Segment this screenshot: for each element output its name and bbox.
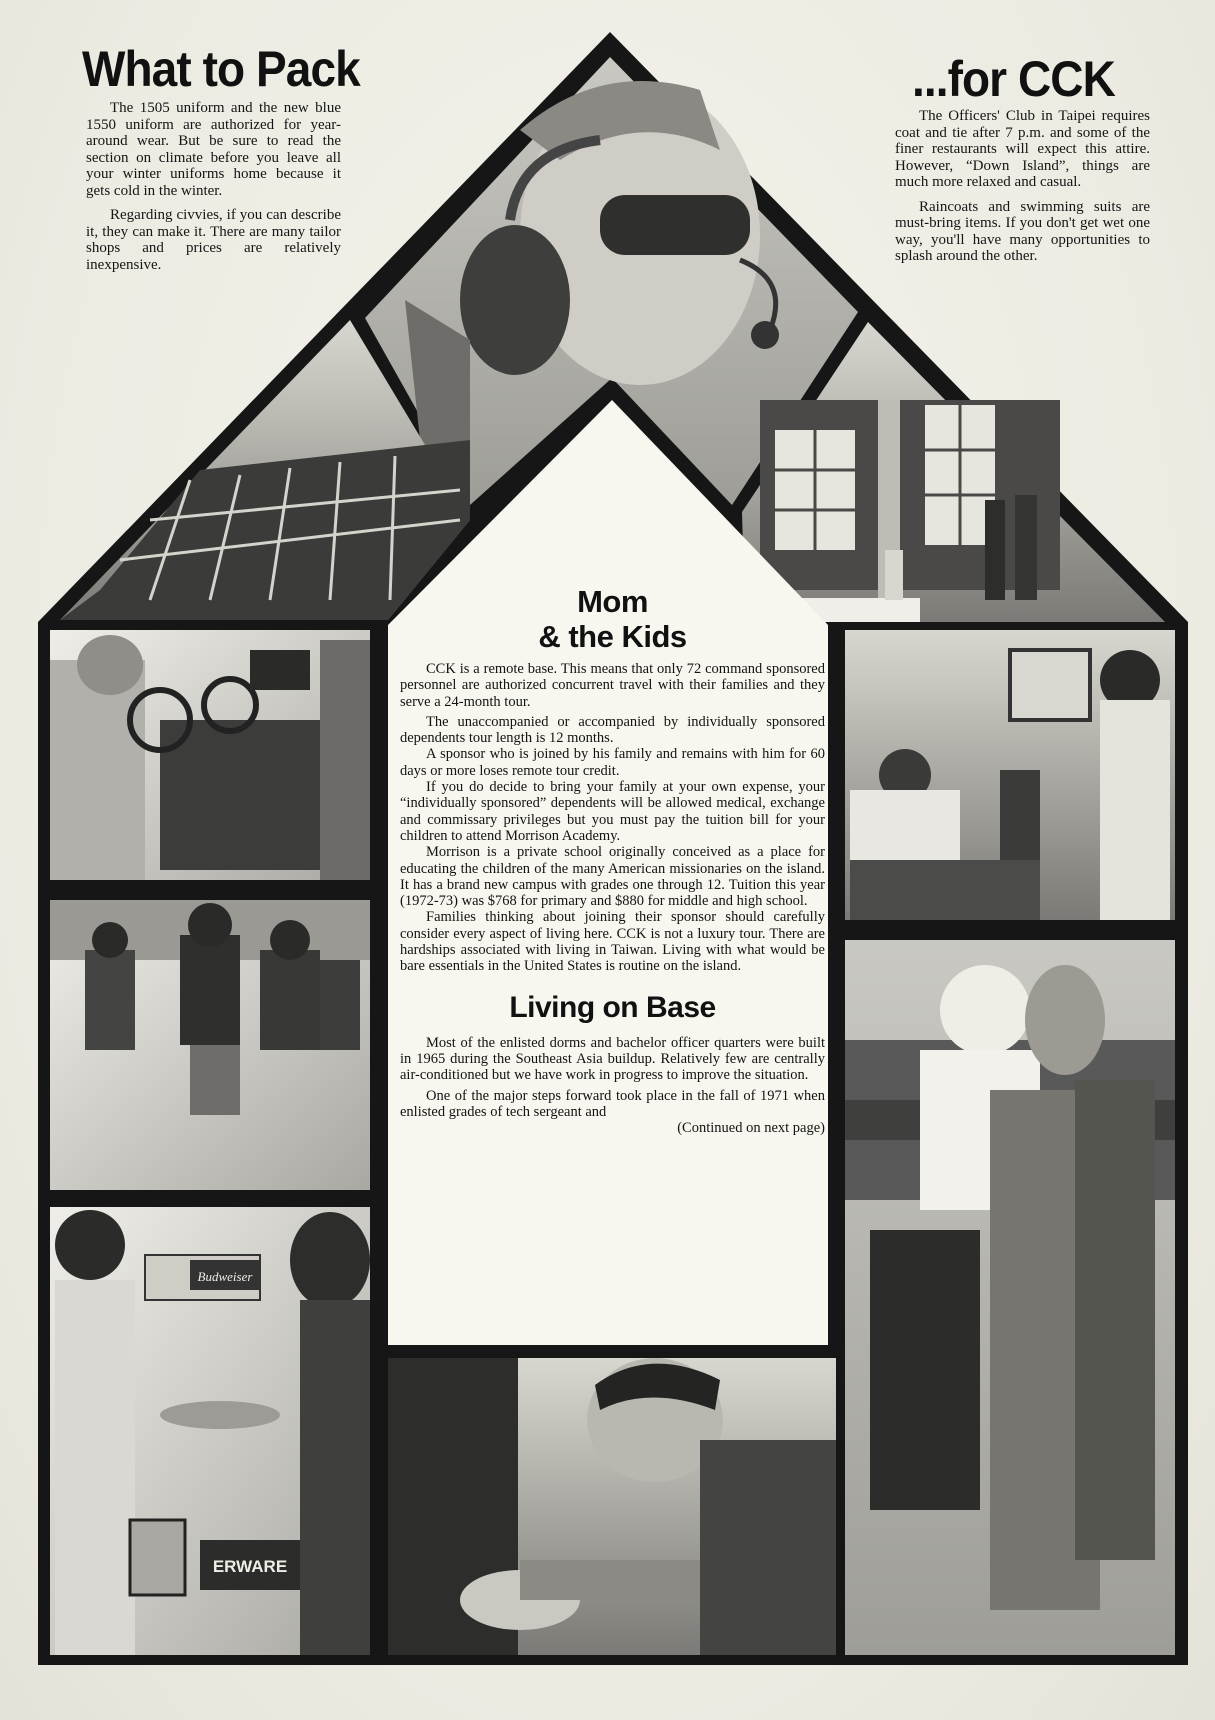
for-cck-headline: ...for CCK: [912, 51, 1115, 107]
equipment-airmen-photo: [845, 630, 1175, 920]
continued-note: (Continued on next page): [677, 1120, 825, 1137]
family-embrace-photo: [845, 940, 1175, 1655]
mom-kids-title-line1: Mom: [577, 584, 648, 619]
schoolgirls-photo: [50, 900, 370, 1190]
pack-paragraph-2: Regarding civvies, if you can describe it, they can make it. There are many tailor shops and prices are relatively inexpensive.: [86, 207, 341, 273]
mom-paragraph-4: If you do decide to bring your family at your own expense, your “individually sponsored” dependents will be allowed medical, exchange and commissary privileges but you must pay the tuition bill for your children to attend Morrison Academy.: [400, 779, 825, 844]
mom-paragraph-2: The unaccompanied or accompanied by individually sponsored dependents tour length is 12 months.: [400, 713, 825, 747]
pack-paragraph-1: The 1505 uniform and the new blue 1550 uniform are authorized for year-around wear. But be sure to read the section on climate before you leave all your winter uniforms home because it gets cold in the winter.: [86, 100, 341, 199]
living-on-base-title: Living on Base: [509, 990, 716, 1024]
airman-closeup-photo: [388, 1358, 836, 1655]
center-article: [400, 585, 825, 1136]
mom-paragraph-5: Morrison is a private school originally conceived as a place for educating the children of the many American missionaries on the island. It has a brand new campus with grades one through 12. Tuition this year (1972-73) was $768 for primary and $880 for middle and high school.: [400, 844, 825, 910]
mom-paragraph-6: Families thinking about joining their sponsor should carefully consider every aspect of living here. CCK is not a luxury tour. There are hardships associated with living in Taiwan. Living with what would be bare essentials in the United States is routine on the island.: [400, 909, 825, 975]
living-paragraph-1: Most of the enlisted dorms and bachelor officer quarters were built in 1965 during the Southeast Asia buildup. Relatively few are centrally air-conditioned but we have work in progress to improve the situation.: [400, 1034, 825, 1084]
cck-paragraph-2: Raincoats and swimming suits are must-bring items. If you don't get wet one way, you'll have many opportunities to splash around the other.: [895, 198, 1150, 264]
cck-paragraph-1: The Officers' Club in Taipei requires coat and tie after 7 p.m. and some of the finer restaurants will expect this attire. However, “Down Island”, things are much more relaxed and casual.: [895, 108, 1150, 190]
mom-paragraph-3: A sponsor who is joined by his family and remains with him for 60 days or more loses remote tour credit.: [400, 746, 825, 779]
budweiser-sign-text: Budweiser: [197, 1269, 253, 1284]
mom-paragraph-1: CCK is a remote base. This means that only 72 command sponsored personnel are authorized concurrent travel with their families and they serve a 24-month tour.: [400, 661, 825, 710]
what-to-pack-headline: What to Pack: [82, 41, 360, 97]
living-paragraph-2: One of the major steps forward took place in the fall of 1971 when enlisted grades of tech sergeant and: [400, 1087, 825, 1120]
kitchenware-sign-text: ERWARE: [212, 1557, 288, 1576]
mom-kids-title-line2: & the Kids: [538, 619, 687, 654]
projector-photo: [50, 630, 370, 880]
